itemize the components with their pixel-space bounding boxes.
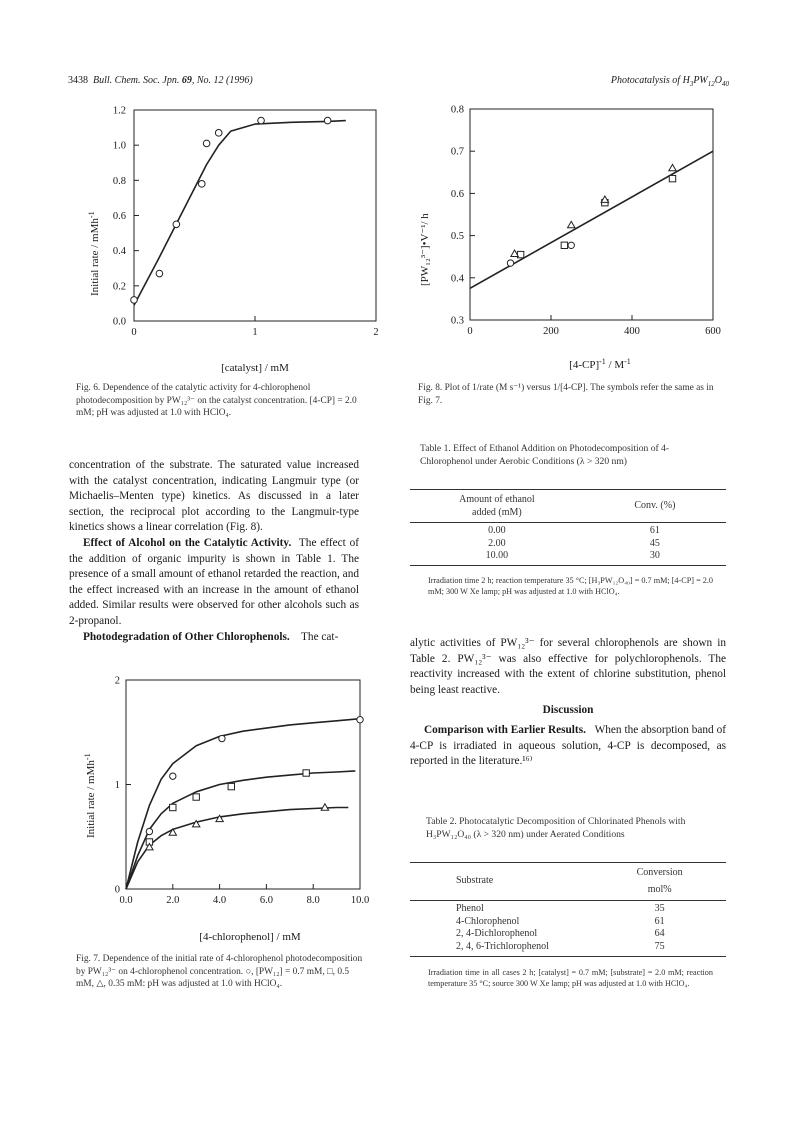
fig7-xtick-label: 10.0 [350,895,370,906]
fig8-plot-frame [470,109,713,320]
table-1-footnote: Irradiation time 2 h; reaction temperature 35 °C; [H₃PW₁₂O₄₀] = 0.7 mM; [4-CP] = 2.0 mM; 300 W Xe lamp; pH was adjusted at 1.0 with HClO₄. [428,576,713,597]
fig8-xlabel: $[4-CP]^{-1} / M^{-1}$ [569,357,631,371]
fig7-ylabel: Initial rate / mMh$^{-1}$ [83,753,97,838]
figure-6-chart [70,96,395,386]
table-cell: 2, 4, 6-Trichlorophenol [456,940,549,952]
table-cell: 30 [649,550,660,562]
fig8-data-point-square [561,242,567,248]
section-heading-comparison: Comparison with Earlier Results. [424,723,586,736]
figure-8-chart [410,96,735,386]
table-cell: 61 [649,525,660,537]
fig8-ytick-label: 0.4 [450,273,464,285]
fig6-data-point [156,270,163,277]
fig7-xlabel: [4-chlorophenol] / mM [199,931,301,943]
journal-volume: 69 [181,75,192,86]
table-2-col-substrate: Substrate [456,875,494,887]
running-title-o: O [714,75,722,86]
fig7-data-point-square [193,794,199,800]
fig6-xtick-label: 0 [131,327,137,338]
fig7-data-point-square [303,770,309,776]
fig6-xtick-label: 1 [252,327,258,338]
table-row [410,523,726,538]
fig8-xtick-label: 600 [705,326,721,337]
fig6-ytick-label: 0.6 [112,211,126,222]
fig8-ytick-label: 0.6 [450,188,464,200]
fig7-ytick-label: 2 [114,675,120,687]
fig7-data-point-triangle [169,829,176,835]
fig8-ytick-label: 0.8 [450,104,464,116]
fig8-xtick-label: 400 [624,326,640,337]
running-title-sub2: 12 [707,80,715,88]
paragraph-kinetics: concentration of the substrate. The saturated value increased with the catalyst concentration, indicating Langmuir type (or Michaelis–Menten type) kinetics. As discussed in a later section, the reciprocal plot according to the Langmuir-type kinetics shows a linear correlation (Fig. 8). [69,459,359,534]
fig8-ytick-label: 0.5 [450,231,464,243]
fig7-plot-frame [126,680,360,889]
fig6-ytick-label: 0.4 [112,246,126,258]
right-column-text [410,636,726,770]
fig8-ylabel: [PW₁₂³⁻]•V⁻¹/ h [419,213,431,286]
table-cell: 64 [654,928,665,940]
running-title-sub3: 40 [722,80,729,88]
fig7-xtick-label: 2.0 [166,895,180,906]
fig8-ytick-label: 0.7 [450,146,464,158]
journal-issue: , No. 12 (1996) [191,75,253,86]
table-row [410,538,726,551]
table-1-col-conv: Conv. (%) [634,499,676,511]
fig7-data-point-circle [170,773,176,779]
fig6-ytick-label: 1.0 [112,140,126,152]
table-cell: 61 [654,915,665,927]
table-row [410,550,726,565]
table-cell: Phenol [456,903,484,915]
table-2-caption: Table 2. Photocatalytic Decomposition of Chlorinated Phenols with H₃PW₁₂O₄₀ (λ > 320 nm) under Aerated Conditions [426,816,686,840]
paragraph-alcohol: The effect of the addition of organic impurity is shown in Table 1. The presence of a small amount of ethanol retarded the reaction, and the effect increased with an increase in the amount of ethanol added. Similar results were observed for other alcohols such as 2-propanol. [69,536,359,627]
fig8-data-point-triangle [568,221,575,227]
fig7-data-point-square [228,783,234,789]
table-row [410,928,726,941]
section-heading-photodegradation: Photodegradation of Other Chlorophenols. [83,630,290,643]
running-title-sub1: 3 [689,80,694,88]
table-cell: 10.00 [485,550,509,562]
fig7-ytick-label: 1 [114,780,120,791]
section-heading-alcohol: Effect of Alcohol on the Catalytic Activity. [83,536,292,549]
figure-7-chart [70,668,380,948]
paragraph-comparison: When the absorption band of 4-CP is irradiated in aqueous solution, 4-CP is decomposed, as reported in the literature.¹⁶⁾ [410,723,726,768]
table-cell: 35 [654,903,665,915]
paragraph-catalytic-activities: alytic activities of PW₁₂³⁻ for several chlorophenols are shown in Table 2. PW₁₂³⁻ was also effective for polychlorophenols. The reactivity increased with the extent of chlorine substitution, phenol being least reactive. [410,637,726,696]
table-cell: 2, 4-Dichlorophenol [456,928,538,940]
running-header-right [611,75,729,88]
figure-7-caption: Fig. 7. Dependence of the initial rate of 4-chlorophenol photodecomposition by PW₁₂³⁻ on 4-chlorophenol concentration. ○, [PW₁₂] = 0.7 mM, □, 0.5 mM, △, 0.35 mM: pH was adjusted at 1.0 with HClO₄. [76,954,363,989]
fig7-ytick-label: 0 [114,884,120,896]
fig8-data-point-square [669,175,675,181]
table-2-col-conversion: Conversion [636,867,683,878]
fig6-data-point [215,130,222,137]
figure-8-caption: Fig. 8. Plot of 1/rate (M s⁻¹) versus 1/[4-CP]. The symbols refer the same as in Fig. 7. [418,383,714,406]
fig7-xtick-label: 4.0 [213,895,227,906]
table-cell: 0.00 [488,525,506,537]
running-title-pw: PW [693,75,708,86]
fig7-data-point-square [170,804,176,810]
fig6-fit-curve [134,121,346,306]
table-1-header-row [410,490,726,523]
fig6-ytick-label: 0.2 [112,281,126,293]
paragraph-catalytic-start: The cat- [301,630,339,643]
fig6-ytick-label: 0.8 [112,175,126,187]
running-title: Photocatalysis of H [610,75,690,86]
fig8-data-point-circle [568,242,574,248]
table-2-footnote: Irradiation time in all cases 2 h; [catalyst] = 0.7 mM; [substrate] = 2.0 mM; reaction temperature 35 °C; source 300 W Xe lamp; pH was adjusted at 1.0 with HClO₄. [428,968,713,989]
fig7-data-point-circle [146,828,152,834]
fig7-data-point-circle [357,717,363,723]
table-row [410,941,726,956]
table-cell: 75 [654,940,665,952]
fig6-xtick-label: 2 [373,327,379,338]
fig6-data-point [198,181,205,188]
fig8-xtick-label: 200 [543,326,559,337]
fig7-xtick-label: 0.0 [119,895,133,906]
fig7-xtick-label: 8.0 [306,895,320,906]
page-number: 3438 [68,75,88,86]
fig6-ytick-label: 1.2 [112,105,126,117]
figure-6-caption: Fig. 6. Dependence of the catalytic activity for 4-chlorophenol photodecomposition by PW₁₂³⁻ on the catalyst concentration. [4-CP] = 2.0 mM; pH was adjusted at 1.0 with HClO₄. [76,383,357,418]
fig6-data-point [173,221,180,228]
fig6-ylabel: Initial rate / mMh$^{-1}$ [87,211,101,296]
table-cell: 2.00 [488,537,506,549]
fig8-data-point-circle [507,260,513,266]
table-cell: 45 [649,537,660,549]
fig7-fit-curve-square [126,771,355,889]
fig7-data-point-triangle [321,804,328,810]
fig6-data-point [203,140,210,147]
table-2 [410,862,726,957]
fig8-ytick-label: 0.3 [450,315,464,327]
fig6-xlabel: [catalyst] / mM [221,362,289,374]
table-row [410,916,726,929]
left-column-text [69,458,359,645]
table-2-header-row [410,863,726,880]
fig7-data-point-circle [219,735,225,741]
fig8-data-point-triangle [669,164,676,170]
table-1 [410,489,726,566]
fig6-data-point [258,117,265,124]
fig8-fit-line [470,151,713,288]
fig8-xtick-label: 0 [467,326,473,337]
journal-name: Bull. Chem. Soc. Jpn. [93,75,180,86]
running-header-left [68,75,253,86]
fig6-ytick-label: 0.0 [112,316,126,328]
table-cell: 4-Chlorophenol [456,915,520,927]
table-1-col-amount: Amount of ethanol added (mM) [459,494,535,518]
fig6-data-point [324,117,331,124]
section-heading-discussion: Discussion [542,704,594,717]
table-2-col-unit: mol% [647,883,672,895]
fig6-plot-frame [134,110,376,321]
fig6-data-point [131,297,138,304]
fig7-xtick-label: 6.0 [259,895,273,906]
table-row [410,901,726,916]
fig7-fit-curve-triangle [126,808,348,890]
table-1-caption: Table 1. Effect of Ethanol Addition on Photodecomposition of 4-Chlorophenol under Aerobic Conditions (λ > 320 nm) [420,443,670,467]
